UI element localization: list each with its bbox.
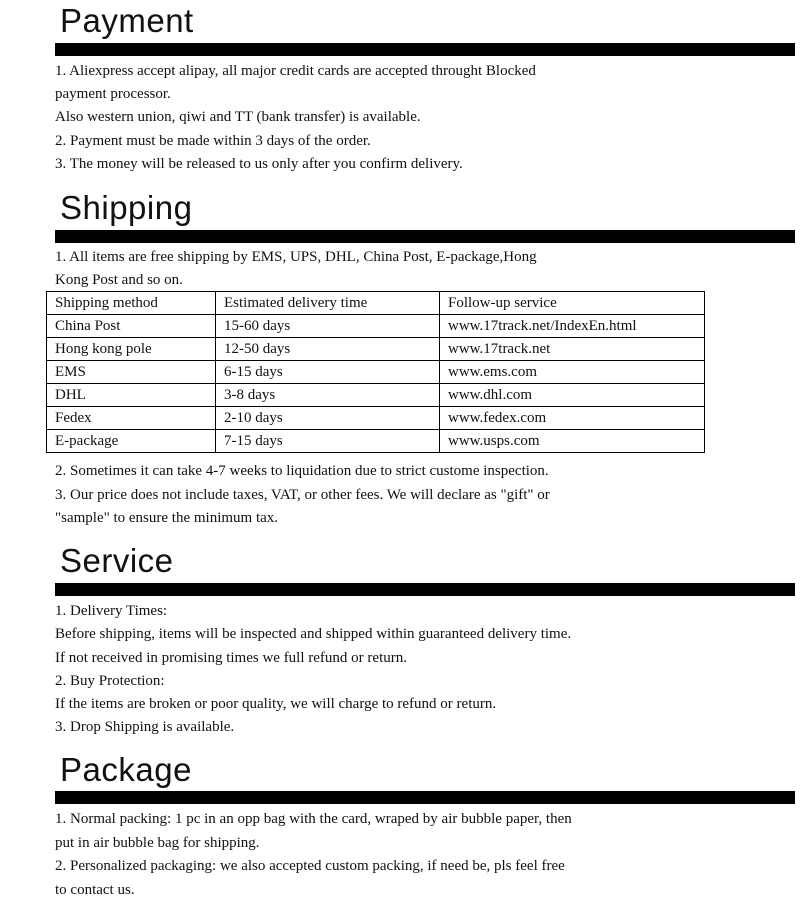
shipping-title: Shipping — [60, 189, 193, 226]
table-cell: China Post — [47, 315, 216, 338]
package-divider — [55, 791, 795, 804]
table-cell: 2-10 days — [216, 407, 440, 430]
table-row — [47, 407, 705, 430]
table-cell: www.17track.net — [440, 338, 705, 361]
payment-title: Payment — [60, 2, 194, 39]
payment-line: payment processor. — [55, 86, 171, 102]
payment-line: 2. Payment must be made within 3 days of the order. — [55, 133, 371, 149]
table-cell: Fedex — [47, 407, 216, 430]
payment-divider — [55, 43, 795, 56]
table-cell: www.17track.net/IndexEn.html — [440, 315, 705, 338]
shipping-note-line: 2. Sometimes it can take 4-7 weeks to liquidation due to strict custome inspection. — [55, 463, 549, 479]
service-line: If the items are broken or poor quality, we will charge to refund or return. — [55, 696, 497, 712]
package-title: Package — [60, 751, 192, 788]
table-cell: EMS — [47, 361, 216, 384]
service-line: Before shipping, items will be inspected and shipped within guaranteed delivery time. — [55, 626, 572, 642]
table-row — [47, 361, 705, 384]
table-cell: www.dhl.com — [440, 384, 705, 407]
table-cell: www.usps.com — [440, 430, 705, 453]
table-row — [47, 338, 705, 361]
table-row — [47, 384, 705, 407]
service-line: 2. Buy Protection: — [55, 673, 165, 689]
table-header-row — [47, 292, 705, 315]
shipping-intro-line: 1. All items are free shipping by EMS, UPS, DHL, China Post, E-package,Hong — [55, 249, 537, 265]
table-header-cell: Estimated delivery time — [216, 292, 440, 315]
table-row — [47, 430, 705, 453]
payment-line: Also western union, qiwi and TT (bank transfer) is available. — [55, 109, 421, 125]
table-cell: DHL — [47, 384, 216, 407]
table-cell: www.fedex.com — [440, 407, 705, 430]
service-line: If not received in promising times we full refund or return. — [55, 650, 407, 666]
table-cell: 3-8 days — [216, 384, 440, 407]
shipping-note-line: "sample" to ensure the minimum tax. — [55, 510, 279, 526]
service-line: 3. Drop Shipping is available. — [55, 719, 235, 735]
table-cell: Hong kong pole — [47, 338, 216, 361]
shipping-table — [46, 291, 705, 453]
table-header-cell: Follow-up service — [440, 292, 705, 315]
table-cell: www.ems.com — [440, 361, 705, 384]
table-row — [47, 315, 705, 338]
table-cell: 15-60 days — [216, 315, 440, 338]
table-cell: E-package — [47, 430, 216, 453]
package-line: put in air bubble bag for shipping. — [55, 835, 260, 851]
package-line: to contact us. — [55, 882, 135, 898]
table-header-cell: Shipping method — [47, 292, 216, 315]
table-cell: 12-50 days — [216, 338, 440, 361]
table-cell: 7-15 days — [216, 430, 440, 453]
table-cell: 6-15 days — [216, 361, 440, 384]
payment-line: 1. Aliexpress accept alipay, all major credit cards are accepted throught Blocked — [55, 63, 536, 79]
shipping-note-line: 3. Our price does not include taxes, VAT, or other fees. We will declare as "gift" or — [55, 487, 550, 503]
package-line: 1. Normal packing: 1 pc in an opp bag with the card, wraped by air bubble paper, then — [55, 811, 572, 827]
shipping-intro-line: Kong Post and so on. — [55, 272, 183, 288]
payment-line: 3. The money will be released to us only after you confirm delivery. — [55, 156, 463, 172]
service-divider — [55, 583, 795, 596]
service-title: Service — [60, 542, 174, 579]
package-line: 2. Personalized packaging: we also accepted custom packing, if need be, pls feel free — [55, 858, 565, 874]
service-line: 1. Delivery Times: — [55, 603, 168, 619]
shipping-divider — [55, 230, 795, 243]
